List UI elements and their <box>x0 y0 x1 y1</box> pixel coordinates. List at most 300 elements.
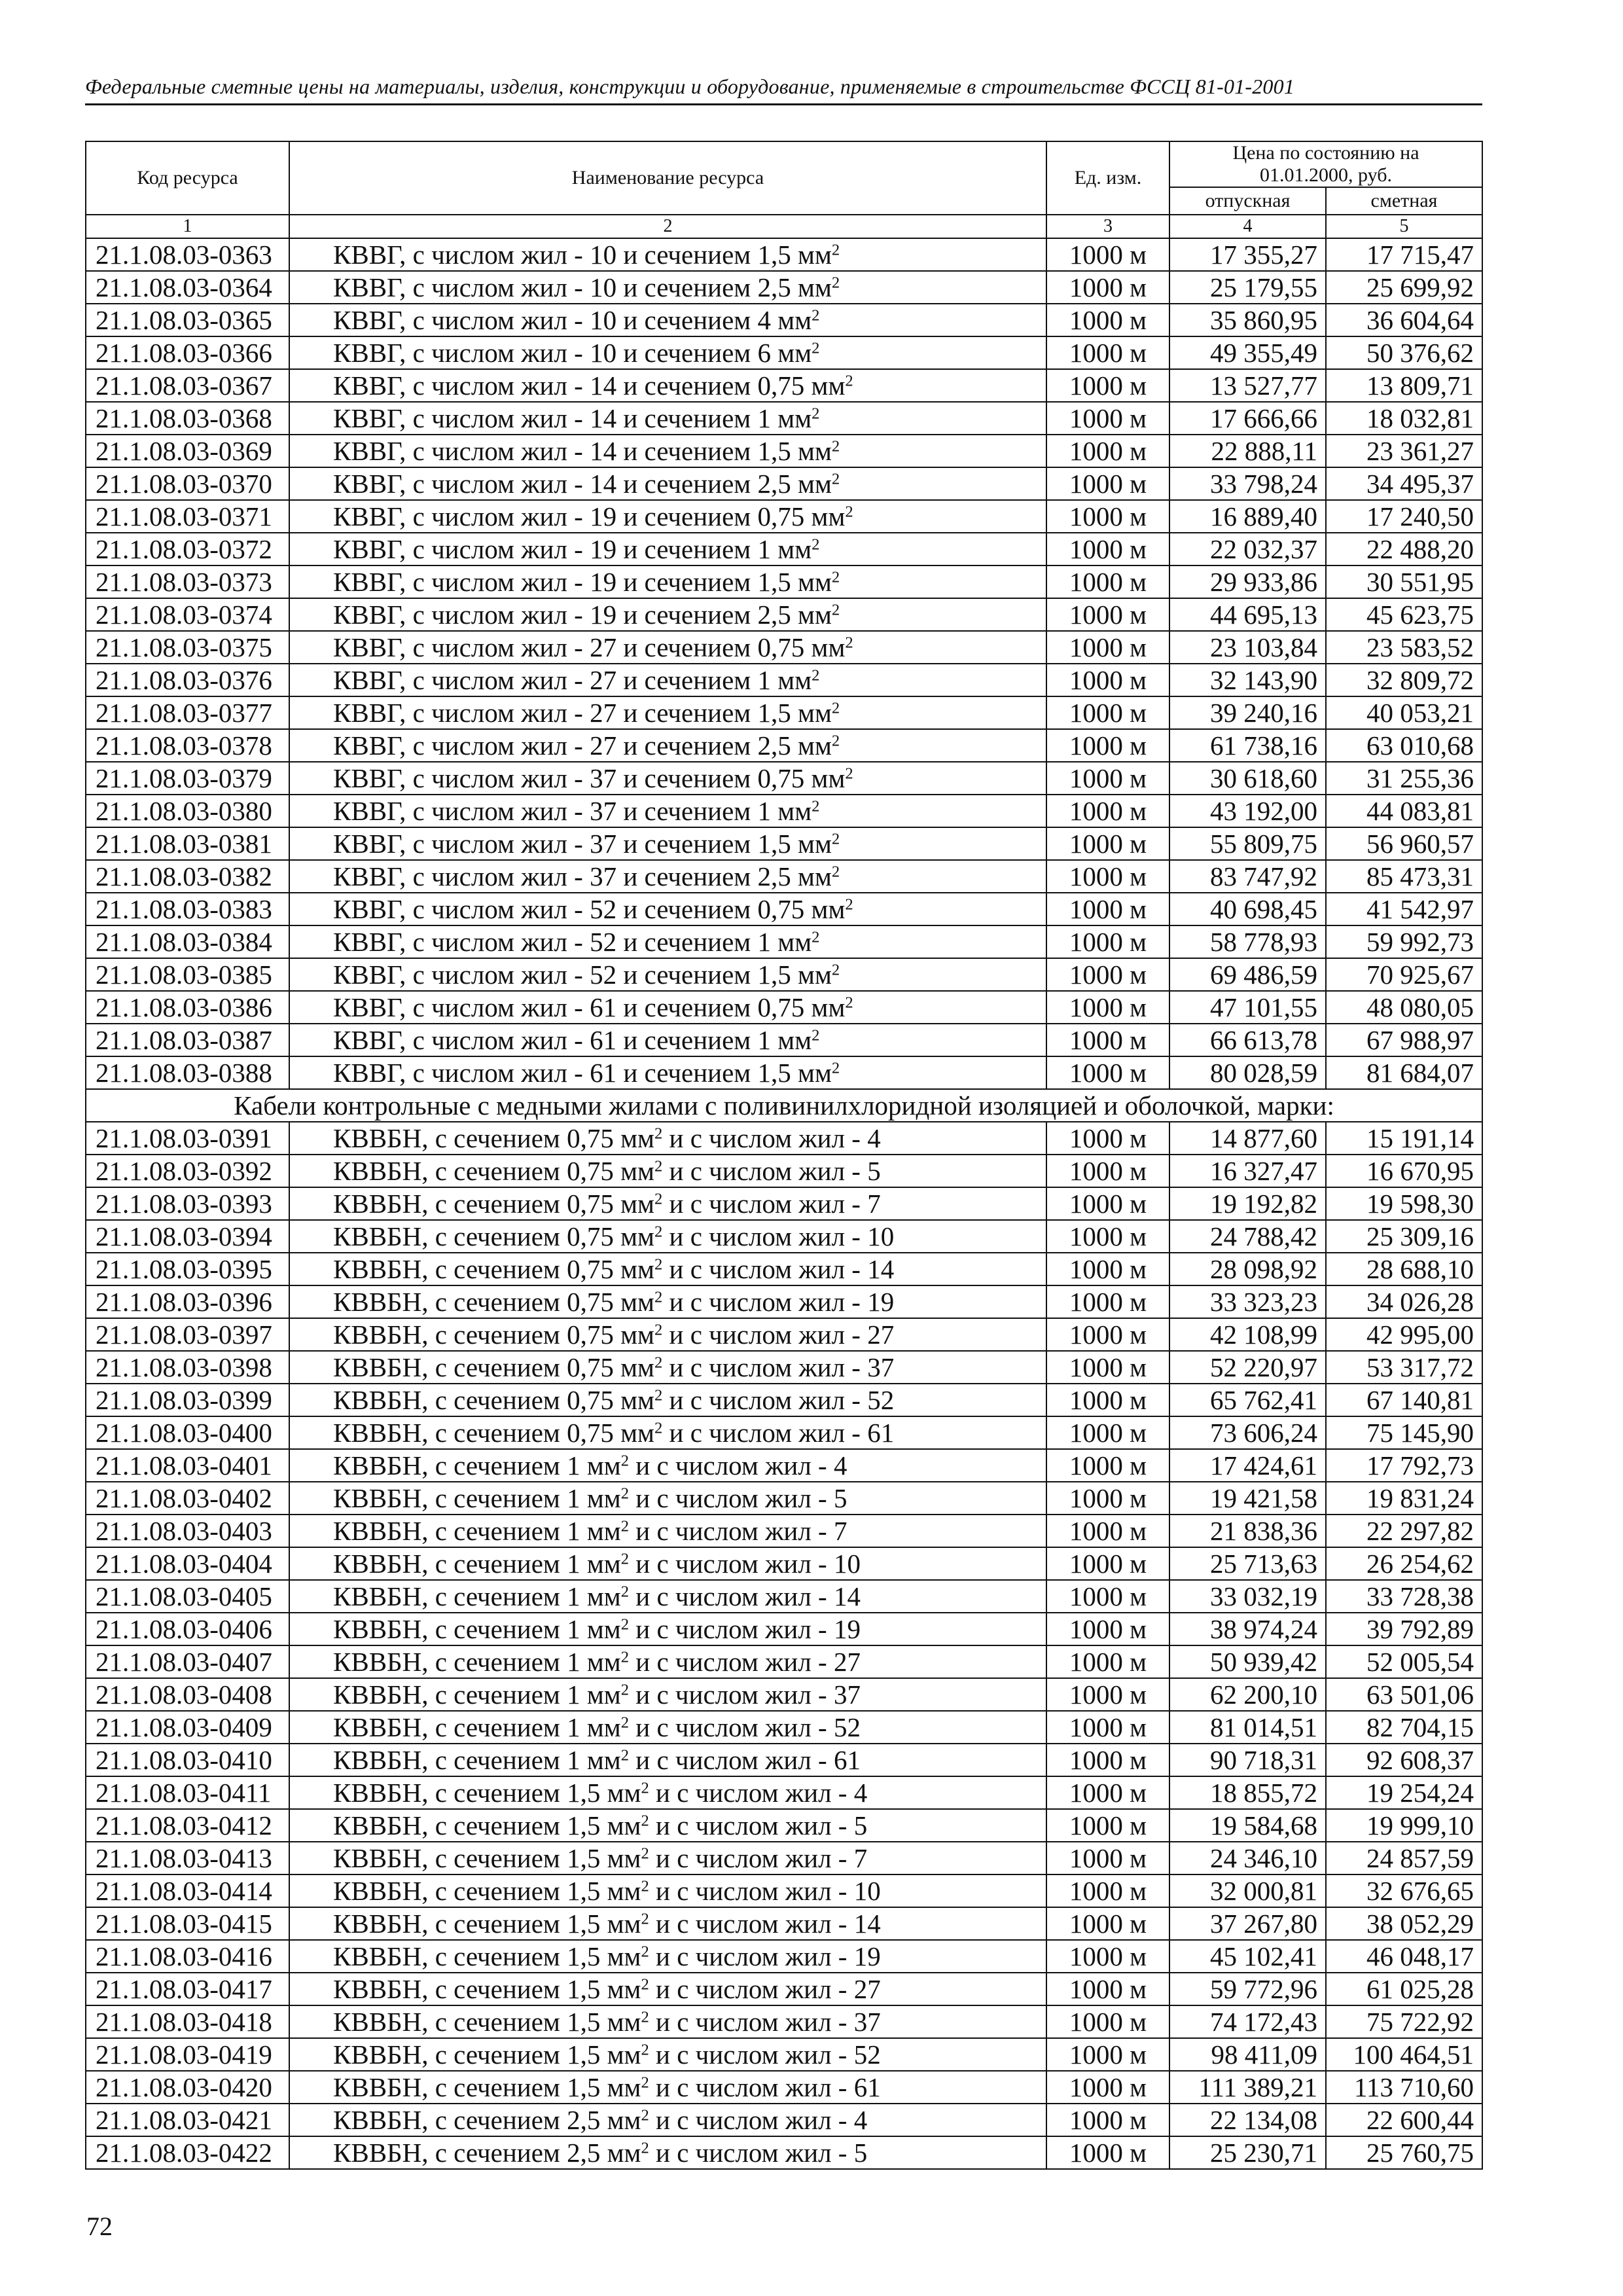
header-code: Код ресурса <box>86 141 289 215</box>
table-row <box>86 565 1482 598</box>
resource-name-superscript: 2 <box>812 1026 820 1045</box>
unit: 1000 м <box>1046 369 1169 402</box>
resource-name <box>289 2005 1046 2038</box>
resource-name <box>289 1547 1046 1580</box>
estimate-price: 26 254,62 <box>1326 1547 1482 1580</box>
table-row <box>86 2005 1482 2038</box>
resource-name <box>289 991 1046 1024</box>
resource-name <box>289 336 1046 369</box>
resource-name-superscript: 2 <box>845 994 853 1012</box>
resource-code: 21.1.08.03-0367 <box>86 369 289 402</box>
resource-name-text: КВВБН, с сечением 1 мм <box>333 1450 621 1480</box>
column-number: 1 <box>86 215 289 238</box>
resource-name-superscript: 2 <box>812 306 820 325</box>
resource-name-text: КВВБН, с сечением 1,5 мм <box>333 1778 641 1808</box>
estimate-price: 25 760,75 <box>1326 2136 1482 2169</box>
resource-name-tail: и с числом жил - 4 <box>662 1123 881 1153</box>
resource-code: 21.1.08.03-0397 <box>86 1318 289 1351</box>
table-row <box>86 1187 1482 1220</box>
unit: 1000 м <box>1046 1220 1169 1253</box>
resource-name-superscript: 2 <box>654 1419 663 1437</box>
release-price: 24 346,10 <box>1169 1842 1326 1874</box>
resource-name-text: КВВБН, с сечением 0,75 мм <box>333 1418 654 1448</box>
resource-name-tail: и с числом жил - 5 <box>649 2138 868 2168</box>
table-row <box>86 2038 1482 2071</box>
resource-name-superscript: 2 <box>654 1354 663 1372</box>
table-row <box>86 1220 1482 1253</box>
resource-code: 21.1.08.03-0400 <box>86 1416 289 1449</box>
table-row <box>86 1711 1482 1744</box>
resource-name-text: КВВБН, с сечением 0,75 мм <box>333 1385 654 1415</box>
release-price: 33 032,19 <box>1169 1580 1326 1613</box>
unit: 1000 м <box>1046 1809 1169 1842</box>
unit: 1000 м <box>1046 696 1169 729</box>
estimate-price: 41 542,97 <box>1326 893 1482 925</box>
column-number: 5 <box>1326 215 1482 238</box>
unit: 1000 м <box>1046 598 1169 631</box>
resource-name-superscript: 2 <box>641 2073 649 2092</box>
resource-code: 21.1.08.03-0388 <box>86 1056 289 1089</box>
resource-name-text: КВВБН, с сечением 1,5 мм <box>333 2072 641 2102</box>
estimate-price: 46 048,17 <box>1326 1940 1482 1973</box>
estimate-price: 48 080,05 <box>1326 991 1482 1024</box>
table-row <box>86 729 1482 762</box>
resource-name-text: КВВБН, с сечением 2,5 мм <box>333 2138 641 2168</box>
resource-name-superscript: 2 <box>831 568 840 586</box>
resource-name-text: КВВБН, с сечением 1,5 мм <box>333 2039 641 2070</box>
resource-name-text: КВВГ, с числом жил - 10 и сечением 1,5 мм <box>333 240 832 270</box>
resource-name <box>289 1580 1046 1613</box>
resource-code: 21.1.08.03-0384 <box>86 925 289 958</box>
resource-code: 21.1.08.03-0383 <box>86 893 289 925</box>
resource-name-superscript: 2 <box>831 241 840 259</box>
release-price: 25 713,63 <box>1169 1547 1326 1580</box>
table-row <box>86 1384 1482 1416</box>
resource-code: 21.1.08.03-0419 <box>86 2038 289 2071</box>
resource-name <box>289 533 1046 565</box>
unit: 1000 м <box>1046 2005 1169 2038</box>
column-number: 4 <box>1169 215 1326 238</box>
unit: 1000 м <box>1046 2071 1169 2104</box>
resource-code: 21.1.08.03-0395 <box>86 1253 289 1285</box>
table-row <box>86 827 1482 860</box>
release-price: 25 230,71 <box>1169 2136 1326 2169</box>
release-price: 80 028,59 <box>1169 1056 1326 1089</box>
resource-name-tail: и с числом жил - 14 <box>649 1909 881 1939</box>
table-row <box>86 467 1482 500</box>
resource-name-text: КВВБН, с сечением 0,75 мм <box>333 1319 654 1350</box>
resource-name-tail: и с числом жил - 27 <box>649 1974 881 2004</box>
table-row <box>86 1285 1482 1318</box>
release-price: 61 738,16 <box>1169 729 1326 762</box>
release-price: 43 192,00 <box>1169 795 1326 827</box>
estimate-price: 45 623,75 <box>1326 598 1482 631</box>
resource-name-text: КВВБН, с сечением 1 мм <box>333 1483 621 1513</box>
resource-name-superscript: 2 <box>812 928 820 946</box>
table-row <box>86 1351 1482 1384</box>
table-row <box>86 762 1482 795</box>
release-price: 65 762,41 <box>1169 1384 1326 1416</box>
table-row <box>86 893 1482 925</box>
table-row <box>86 1515 1482 1547</box>
table-row <box>86 271 1482 304</box>
resource-name-superscript: 2 <box>620 1484 630 1503</box>
release-price: 52 220,97 <box>1169 1351 1326 1384</box>
estimate-price: 19 999,10 <box>1326 1809 1482 1842</box>
table-row <box>86 1907 1482 1940</box>
table-row <box>86 1940 1482 1973</box>
resource-name-tail: и с числом жил - 14 <box>629 1581 861 1611</box>
resource-name-superscript: 2 <box>654 1321 663 1339</box>
table-row <box>86 336 1482 369</box>
unit: 1000 м <box>1046 1122 1169 1155</box>
resource-name-text: КВВБН, с сечением 1,5 мм <box>333 1909 641 1939</box>
resource-code: 21.1.08.03-0408 <box>86 1678 289 1711</box>
resource-name <box>289 925 1046 958</box>
resource-name <box>289 1285 1046 1318</box>
resource-name-text: КВВБН, с сечением 0,75 мм <box>333 1156 654 1186</box>
column-number: 2 <box>289 215 1046 238</box>
estimate-price: 92 608,37 <box>1326 1744 1482 1776</box>
resource-name-text: КВВБН, с сечением 0,75 мм <box>333 1352 654 1382</box>
resource-name-text: КВВГ, с числом жил - 52 и сечением 0,75 мм <box>333 894 846 924</box>
resource-name-text: КВВБН, с сечением 1 мм <box>333 1614 621 1644</box>
resource-name-text: КВВГ, с числом жил - 52 и сечением 1,5 мм <box>333 960 832 990</box>
resource-name-superscript: 2 <box>654 1157 663 1175</box>
estimate-price: 24 857,59 <box>1326 1842 1482 1874</box>
resource-name-text: КВВБН, с сечением 2,5 мм <box>333 2105 641 2135</box>
resource-code: 21.1.08.03-0370 <box>86 467 289 500</box>
release-price: 13 527,77 <box>1169 369 1326 402</box>
table-row <box>86 304 1482 336</box>
unit: 1000 м <box>1046 958 1169 991</box>
release-price: 19 584,68 <box>1169 1809 1326 1842</box>
resource-code: 21.1.08.03-0366 <box>86 336 289 369</box>
unit: 1000 м <box>1046 1874 1169 1907</box>
unit: 1000 м <box>1046 2104 1169 2136</box>
release-price: 16 889,40 <box>1169 500 1326 533</box>
resource-code: 21.1.08.03-0381 <box>86 827 289 860</box>
release-price: 22 888,11 <box>1169 435 1326 467</box>
resource-name-tail: и с числом жил - 37 <box>629 1679 861 1710</box>
release-price: 40 698,45 <box>1169 893 1326 925</box>
table-row <box>86 1613 1482 1645</box>
resource-name-text: КВВГ, с числом жил - 37 и сечением 1,5 мм <box>333 829 832 859</box>
unit: 1000 м <box>1046 533 1169 565</box>
resource-name-text: КВВБН, с сечением 1,5 мм <box>333 1843 641 1873</box>
release-price: 33 323,23 <box>1169 1285 1326 1318</box>
resource-name <box>289 402 1046 435</box>
resource-name <box>289 1973 1046 2005</box>
header-estimate: сметная <box>1326 187 1482 215</box>
resource-name <box>289 1874 1046 1907</box>
table-row <box>86 925 1482 958</box>
resource-name <box>289 1351 1046 1384</box>
estimate-price: 22 297,82 <box>1326 1515 1482 1547</box>
resource-code: 21.1.08.03-0405 <box>86 1580 289 1613</box>
estimate-price: 61 025,28 <box>1326 1973 1482 2005</box>
resource-name-superscript: 2 <box>812 666 820 685</box>
resource-name-text: КВВГ, с числом жил - 37 и сечением 1 мм <box>333 796 812 826</box>
resource-name-text: КВВГ, с числом жил - 27 и сечением 1 мм <box>333 665 812 695</box>
table-row <box>86 2104 1482 2136</box>
resource-name <box>289 1645 1046 1678</box>
resource-name <box>289 1940 1046 1973</box>
estimate-price: 18 032,81 <box>1326 402 1482 435</box>
table-row <box>86 1122 1482 1155</box>
estimate-price: 22 488,20 <box>1326 533 1482 565</box>
estimate-price: 39 792,89 <box>1326 1613 1482 1645</box>
release-price: 83 747,92 <box>1169 860 1326 893</box>
estimate-price: 63 501,06 <box>1326 1678 1482 1711</box>
release-price: 58 778,93 <box>1169 925 1326 958</box>
unit: 1000 м <box>1046 1547 1169 1580</box>
resource-code: 21.1.08.03-0394 <box>86 1220 289 1253</box>
estimate-price: 19 254,24 <box>1326 1776 1482 1809</box>
unit: 1000 м <box>1046 1645 1169 1678</box>
header-price-line1: Цена по состоянию на <box>1232 142 1419 164</box>
resource-name-text: КВВГ, с числом жил - 27 и сечением 0,75 мм <box>333 632 846 662</box>
resource-name-superscript: 2 <box>831 699 840 717</box>
table-row <box>86 1318 1482 1351</box>
release-price: 35 860,95 <box>1169 304 1326 336</box>
table-row <box>86 795 1482 827</box>
unit: 1000 м <box>1046 271 1169 304</box>
resource-code: 21.1.08.03-0407 <box>86 1645 289 1678</box>
resource-name <box>289 1711 1046 1744</box>
resource-name-text: КВВГ, с числом жил - 27 и сечением 2,5 мм <box>333 730 832 761</box>
header-price-group <box>1169 141 1482 187</box>
resource-code: 21.1.08.03-0377 <box>86 696 289 729</box>
table-row <box>86 1416 1482 1449</box>
resource-name <box>289 467 1046 500</box>
column-number: 3 <box>1046 215 1169 238</box>
resource-name-text: КВВГ, с числом жил - 19 и сечением 2,5 мм <box>333 600 832 630</box>
resource-code: 21.1.08.03-0363 <box>86 238 289 271</box>
resource-code: 21.1.08.03-0417 <box>86 1973 289 2005</box>
resource-name-superscript: 2 <box>620 1615 630 1634</box>
table-row <box>86 1024 1482 1056</box>
resource-code: 21.1.08.03-0420 <box>86 2071 289 2104</box>
resource-name-superscript: 2 <box>812 404 820 423</box>
resource-name <box>289 1678 1046 1711</box>
resource-name <box>289 696 1046 729</box>
resource-name-superscript: 2 <box>831 601 840 619</box>
resource-name-text: КВВБН, с сечением 1 мм <box>333 1647 621 1677</box>
resource-name-superscript: 2 <box>812 797 820 816</box>
resource-name <box>289 565 1046 598</box>
table-row <box>86 2071 1482 2104</box>
estimate-price: 36 604,64 <box>1326 304 1482 336</box>
unit: 1000 м <box>1046 1318 1169 1351</box>
table-row <box>86 1449 1482 1482</box>
resource-name-text: КВВБН, с сечением 1,5 мм <box>333 2007 641 2037</box>
resource-code: 21.1.08.03-0378 <box>86 729 289 762</box>
resource-name <box>289 1384 1046 1416</box>
resource-name-superscript: 2 <box>641 1812 649 1830</box>
resource-name-text: КВВГ, с числом жил - 10 и сечением 2,5 мм <box>333 272 832 302</box>
resource-name-text: КВВГ, с числом жил - 37 и сечением 0,75 мм <box>333 763 846 793</box>
estimate-price: 25 699,92 <box>1326 271 1482 304</box>
resource-name-superscript: 2 <box>620 1681 630 1699</box>
resource-name <box>289 1122 1046 1155</box>
resource-name <box>289 435 1046 467</box>
resource-name-tail: и с числом жил - 4 <box>649 1778 868 1808</box>
unit: 1000 м <box>1046 925 1169 958</box>
resource-code: 21.1.08.03-0411 <box>86 1776 289 1809</box>
resource-code: 21.1.08.03-0401 <box>86 1449 289 1482</box>
release-price: 14 877,60 <box>1169 1122 1326 1155</box>
unit: 1000 м <box>1046 762 1169 795</box>
unit: 1000 м <box>1046 827 1169 860</box>
resource-code: 21.1.08.03-0409 <box>86 1711 289 1744</box>
unit: 1000 м <box>1046 1285 1169 1318</box>
resource-name-superscript: 2 <box>620 1517 630 1535</box>
resource-name-tail: и с числом жил - 5 <box>649 1810 868 1840</box>
resource-name-text: КВВБН, с сечением 1 мм <box>333 1581 621 1611</box>
unit: 1000 м <box>1046 1940 1169 1973</box>
unit: 1000 м <box>1046 238 1169 271</box>
resource-name-tail: и с числом жил - 5 <box>629 1483 847 1513</box>
section-heading-row <box>86 1089 1482 1122</box>
release-price: 22 032,37 <box>1169 533 1326 565</box>
header-price-line2: 01.01.2000, руб. <box>1260 164 1392 186</box>
release-price: 39 240,16 <box>1169 696 1326 729</box>
resource-name-superscript: 2 <box>641 1844 649 1863</box>
table-row <box>86 1678 1482 1711</box>
table-row <box>86 2136 1482 2169</box>
release-price: 73 606,24 <box>1169 1416 1326 1449</box>
resource-code: 21.1.08.03-0375 <box>86 631 289 664</box>
unit: 1000 м <box>1046 1253 1169 1285</box>
release-price: 18 855,72 <box>1169 1776 1326 1809</box>
estimate-price: 82 704,15 <box>1326 1711 1482 1744</box>
release-price: 17 424,61 <box>1169 1449 1326 1482</box>
resource-name-text: КВВГ, с числом жил - 52 и сечением 1 мм <box>333 927 812 957</box>
unit: 1000 м <box>1046 2136 1169 2169</box>
page-number: 72 <box>86 2212 113 2241</box>
release-price: 45 102,41 <box>1169 1940 1326 1973</box>
resource-code: 21.1.08.03-0374 <box>86 598 289 631</box>
estimate-price: 32 676,65 <box>1326 1874 1482 1907</box>
estimate-price: 113 710,60 <box>1326 2071 1482 2104</box>
resource-name <box>289 1809 1046 1842</box>
unit: 1000 м <box>1046 435 1169 467</box>
table-row <box>86 1056 1482 1089</box>
resource-name-superscript: 2 <box>654 1223 663 1241</box>
table-row <box>86 1547 1482 1580</box>
resource-code: 21.1.08.03-0373 <box>86 565 289 598</box>
release-price: 17 355,27 <box>1169 238 1326 271</box>
release-price: 29 933,86 <box>1169 565 1326 598</box>
resource-name-tail: и с числом жил - 14 <box>662 1254 895 1284</box>
table-row <box>86 631 1482 664</box>
resource-code: 21.1.08.03-0368 <box>86 402 289 435</box>
resource-code: 21.1.08.03-0416 <box>86 1940 289 1973</box>
table-row <box>86 958 1482 991</box>
resource-code: 21.1.08.03-0412 <box>86 1809 289 1842</box>
resource-name <box>289 500 1046 533</box>
resource-name <box>289 304 1046 336</box>
release-price: 37 267,80 <box>1169 1907 1326 1940</box>
resource-name <box>289 1416 1046 1449</box>
resource-name-tail: и с числом жил - 19 <box>629 1614 861 1644</box>
resource-name-text: КВВГ, с числом жил - 19 и сечением 0,75 мм <box>333 501 846 531</box>
resource-name-tail: и с числом жил - 27 <box>662 1319 895 1350</box>
estimate-price: 17 792,73 <box>1326 1449 1482 1482</box>
resource-name-superscript: 2 <box>845 634 853 652</box>
resource-code: 21.1.08.03-0376 <box>86 664 289 696</box>
resource-name <box>289 1613 1046 1645</box>
table-row <box>86 1842 1482 1874</box>
resource-name-superscript: 2 <box>845 503 853 521</box>
resource-name-tail: и с числом жил - 52 <box>629 1712 861 1742</box>
release-price: 111 389,21 <box>1169 2071 1326 2104</box>
resource-name-superscript: 2 <box>620 1452 630 1470</box>
estimate-price: 30 551,95 <box>1326 565 1482 598</box>
resource-name-superscript: 2 <box>641 2041 649 2059</box>
unit: 1000 м <box>1046 1907 1169 1940</box>
resource-name-text: КВВБН, с сечением 0,75 мм <box>333 1287 654 1317</box>
resource-code: 21.1.08.03-0404 <box>86 1547 289 1580</box>
table-row <box>86 1253 1482 1285</box>
estimate-price: 25 309,16 <box>1326 1220 1482 1253</box>
resource-name <box>289 631 1046 664</box>
resource-code: 21.1.08.03-0365 <box>86 304 289 336</box>
resource-code: 21.1.08.03-0372 <box>86 533 289 565</box>
estimate-price: 13 809,71 <box>1326 369 1482 402</box>
resource-name-superscript: 2 <box>831 863 840 881</box>
resource-code: 21.1.08.03-0387 <box>86 1024 289 1056</box>
resource-name-tail: и с числом жил - 19 <box>649 1941 881 1971</box>
release-price: 17 666,66 <box>1169 402 1326 435</box>
unit: 1000 м <box>1046 500 1169 533</box>
resource-name-text: КВВБН, с сечением 1 мм <box>333 1712 621 1742</box>
resource-name-tail: и с числом жил - 7 <box>662 1189 881 1219</box>
release-price: 16 327,47 <box>1169 1155 1326 1187</box>
resource-code: 21.1.08.03-0369 <box>86 435 289 467</box>
resource-name-text: КВВГ, с числом жил - 27 и сечением 1,5 мм <box>333 698 832 728</box>
unit: 1000 м <box>1046 2038 1169 2071</box>
estimate-price: 85 473,31 <box>1326 860 1482 893</box>
resource-code: 21.1.08.03-0422 <box>86 2136 289 2169</box>
resource-name <box>289 2136 1046 2169</box>
unit: 1000 м <box>1046 664 1169 696</box>
resource-code: 21.1.08.03-0403 <box>86 1515 289 1547</box>
release-price: 38 974,24 <box>1169 1613 1326 1645</box>
unit: 1000 м <box>1046 402 1169 435</box>
resource-code: 21.1.08.03-0415 <box>86 1907 289 1940</box>
release-price: 30 618,60 <box>1169 762 1326 795</box>
estimate-price: 17 715,47 <box>1326 238 1482 271</box>
unit: 1000 м <box>1046 795 1169 827</box>
resource-name <box>289 795 1046 827</box>
release-price: 32 143,90 <box>1169 664 1326 696</box>
unit: 1000 м <box>1046 1024 1169 1056</box>
table-row <box>86 1874 1482 1907</box>
unit: 1000 м <box>1046 1776 1169 1809</box>
resource-code: 21.1.08.03-0364 <box>86 271 289 304</box>
unit: 1000 м <box>1046 336 1169 369</box>
table-row <box>86 598 1482 631</box>
unit: 1000 м <box>1046 1515 1169 1547</box>
resource-name-text: КВВБН, с сечением 1,5 мм <box>333 1941 641 1971</box>
running-header: Федеральные сметные цены на материалы, изделия, конструкции и оборудование, применяемые в строительстве ФССЦ 81-01-2001 <box>85 73 1482 105</box>
release-price: 50 939,42 <box>1169 1645 1326 1678</box>
resource-name-tail: и с числом жил - 7 <box>629 1516 847 1546</box>
release-price: 28 098,92 <box>1169 1253 1326 1285</box>
unit: 1000 м <box>1046 1613 1169 1645</box>
